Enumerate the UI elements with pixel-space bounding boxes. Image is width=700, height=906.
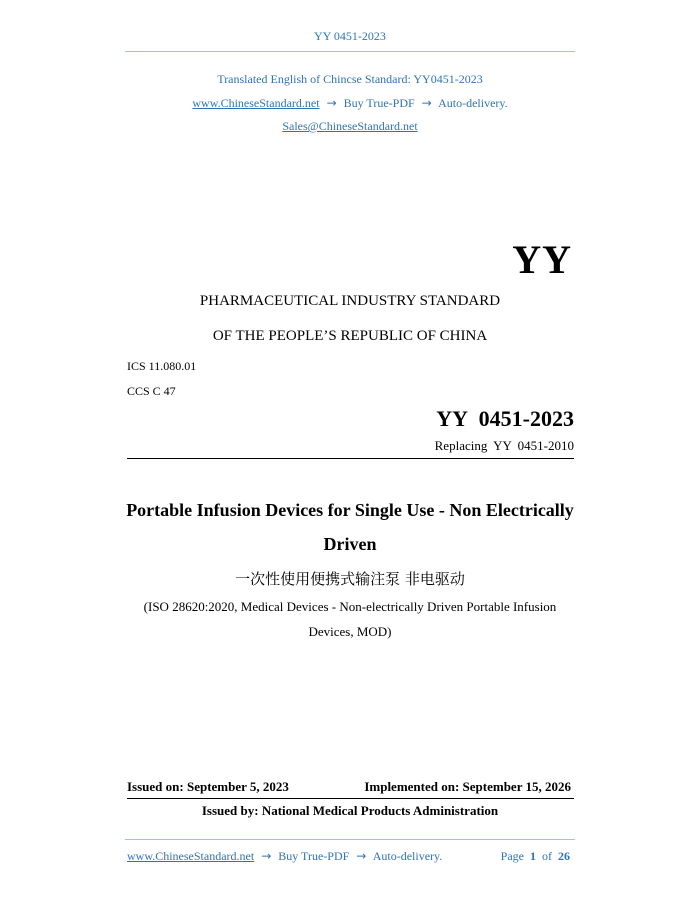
ics-code: ICS 11.080.01 xyxy=(127,359,197,373)
standard-number: YY 0451-2023 xyxy=(436,406,574,431)
footer-buy-true-pdf-text: Buy True-PDF xyxy=(278,849,350,863)
email-link[interactable]: Sales@ChineseStandard.net xyxy=(282,119,418,133)
page-label: Page xyxy=(500,849,524,863)
buy-true-pdf-text: Buy True-PDF xyxy=(343,96,415,110)
document-title-line1: Portable Infusion Devices for Single Use - Non Electrically xyxy=(126,500,574,520)
arrow-right-icon: → xyxy=(356,849,367,863)
chinese-title: 一次性使用便携式输注泵 非电驱动 xyxy=(235,570,465,588)
issued-by: Issued by: National Medical Products Administration xyxy=(201,803,499,818)
site-link[interactable]: www.ChineseStandard.net xyxy=(192,96,320,110)
iso-reference-line2: Devices, MOD) xyxy=(308,624,392,639)
replacing-note: Replacing YY 0451-2010 xyxy=(434,438,574,453)
promo-line xyxy=(0,96,700,111)
arrow-right-icon: → xyxy=(261,849,272,863)
translated-notice: Translated English of Chincse Standard: YY0451-2023 xyxy=(217,72,483,86)
footer-divider xyxy=(125,839,575,840)
arrow-right-icon: → xyxy=(421,96,432,110)
issue-divider xyxy=(127,798,574,799)
header-divider xyxy=(125,51,575,52)
title-divider xyxy=(127,458,574,459)
auto-delivery-text: Auto-delivery. xyxy=(438,96,508,110)
page-number: 1 xyxy=(530,849,536,863)
issued-on: Issued on: September 5, 2023 xyxy=(127,779,289,794)
industry-title-line1: PHARMACEUTICAL INDUSTRY STANDARD xyxy=(199,293,501,309)
of-label: of xyxy=(542,849,552,863)
ccs-code: CCS C 47 xyxy=(127,384,176,398)
standard-code-large: YY xyxy=(512,237,572,282)
implemented-on: Implemented on: September 15, 2026 xyxy=(364,779,571,794)
footer-auto-delivery-text: Auto-delivery. xyxy=(372,849,443,863)
footer-promo xyxy=(127,849,442,864)
iso-reference-line1: (ISO 28620:2020, Medical Devices - Non-electrically Driven Portable Infusion xyxy=(143,599,557,614)
arrow-right-icon: → xyxy=(326,96,337,110)
running-header-code: YY 0451-2023 xyxy=(314,29,386,43)
page-indicator xyxy=(501,849,570,864)
footer-site-link[interactable]: www.ChineseStandard.net xyxy=(127,849,255,863)
document-title-line2: Driven xyxy=(323,534,377,554)
total-pages: 26 xyxy=(558,849,570,863)
industry-title-line2: OF THE PEOPLE’S REPUBLIC OF CHINA xyxy=(212,328,488,344)
email-line xyxy=(0,119,700,134)
